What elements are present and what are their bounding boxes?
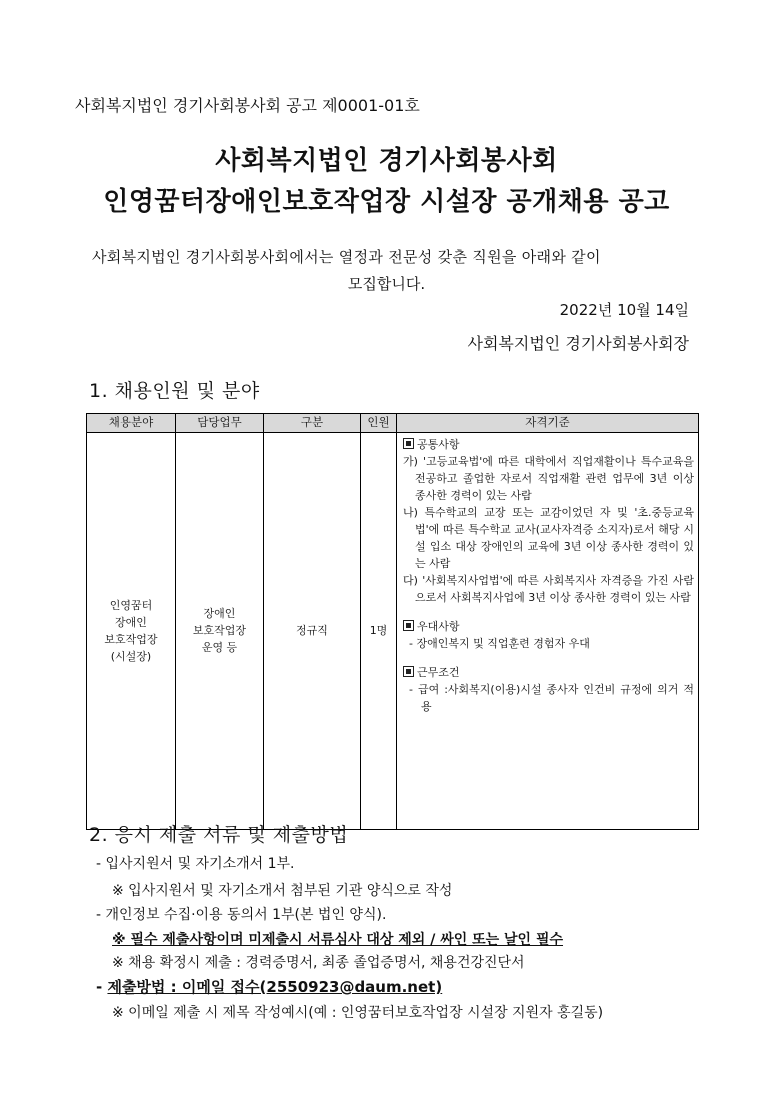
section-title-recruitment: 1. 채용인원 및 분야: [89, 380, 260, 402]
intro-text-line2: 모집합니다.: [347, 275, 426, 293]
section-title-documents: 2. 응시 제출 서류 및 제출방법: [89, 824, 349, 846]
notice-date: 2022년 10월 14일: [559, 301, 689, 319]
email-subject-note: ※ 이메일 제출 시 제목 작성예시(예 : 인영꿈터보호작업장 시설장 지원자 홍길동): [112, 1005, 604, 1021]
cell-type: 정규직: [264, 432, 361, 829]
notice-number: 사회복지법인 경기사회봉사회 공고 제0001-01호: [75, 96, 420, 115]
submission-method-prefix: -: [96, 978, 108, 996]
checkbox-square-icon: [403, 438, 414, 449]
conditions-item: - 급여 :사회복지(이용)시설 종사자 인건비 규정에 의거 적용: [409, 683, 694, 714]
header-type: 구분: [264, 414, 361, 433]
page-title-line2: 인영꿈터장애인보호작업장 시설장 공개채용 공고: [103, 187, 670, 217]
cell-duty: [176, 432, 264, 829]
doc-note-required: ※ 필수 제출사항이며 미제출시 서류심사 대상 제외 / 싸인 또는 날인 필수: [112, 932, 564, 948]
preference-title: 우대사항: [417, 620, 460, 634]
common-title: 공통사항: [417, 437, 460, 451]
conditions-title: 근무조건: [417, 666, 460, 680]
common-item: 다) '사회복지사업법'에 따른 사회복지사 자격증을 가진 사람으로서 사회복지사업에 3년 이상 종사한 경력이 있는 사람: [403, 574, 694, 605]
page-title-line1: 사회복지법인 경기사회봉사회: [215, 146, 558, 176]
header-field: 채용분야: [87, 414, 176, 433]
recruitment-table: [86, 413, 699, 830]
doc-item-application: - 입사지원서 및 자기소개서 1부.: [96, 856, 295, 872]
intro-text-line1: 사회복지법인 경기사회봉사회에서는 열정과 전문성 갖춘 직원을 아래와 같이: [92, 248, 601, 266]
common-item: 가) '고등교육법'에 따른 대학에서 직업재활이나 특수교육을 전공하고 졸업한 자로서 직업재활 관련 업무에 3년 이상 종사한 경력이 있는 사람: [403, 454, 694, 502]
field-line: 인영꿈터: [109, 598, 153, 612]
issuer-name: 사회복지법인 경기사회봉사회장: [467, 334, 689, 353]
field-line: (시설장): [110, 649, 152, 663]
cell-count: 1명: [361, 432, 397, 829]
preference-item: - 장애인복지 및 직업훈련 경험자 우대: [409, 637, 590, 651]
header-count: 인원: [361, 414, 397, 433]
table-header-row: [87, 414, 699, 433]
cell-field: [87, 432, 176, 829]
checkbox-square-icon: [403, 620, 414, 631]
doc-item-privacy: - 개인정보 수집·이용 동의서 1부(본 법인 양식).: [96, 907, 387, 923]
doc-note-application: ※ 입사지원서 및 자기소개서 첨부된 기관 양식으로 작성: [112, 883, 453, 899]
duty-line: 보호작업장: [192, 624, 247, 638]
cell-qualification: [397, 432, 699, 829]
header-qualification: 자격기준: [397, 414, 699, 433]
checkbox-square-icon: [403, 666, 414, 677]
header-duty: 담당업무: [176, 414, 264, 433]
doc-note-confirmation: ※ 채용 확정시 제출 : 경력증명서, 최종 졸업증명서, 채용건강진단서: [112, 955, 525, 971]
table-row: [87, 432, 699, 829]
submission-method: [96, 976, 442, 997]
submission-method-text: 제출방법 : 이메일 접수(2550923@daum.net): [107, 978, 443, 996]
field-line: 보호작업장: [104, 632, 158, 646]
field-line: 장애인: [115, 615, 147, 629]
common-item: 나) 특수학교의 교장 또는 교감이었던 자 및 '초.중등교육법'에 따른 특수학교 교사(교사자격증 소지자)로서 해당 시설 입소 대상 장애인의 교육에 3년 이상 종사한 경력이 있는 사람: [403, 506, 694, 571]
duty-line: 운영 등: [201, 641, 238, 655]
duty-line: 장애인: [203, 607, 236, 621]
